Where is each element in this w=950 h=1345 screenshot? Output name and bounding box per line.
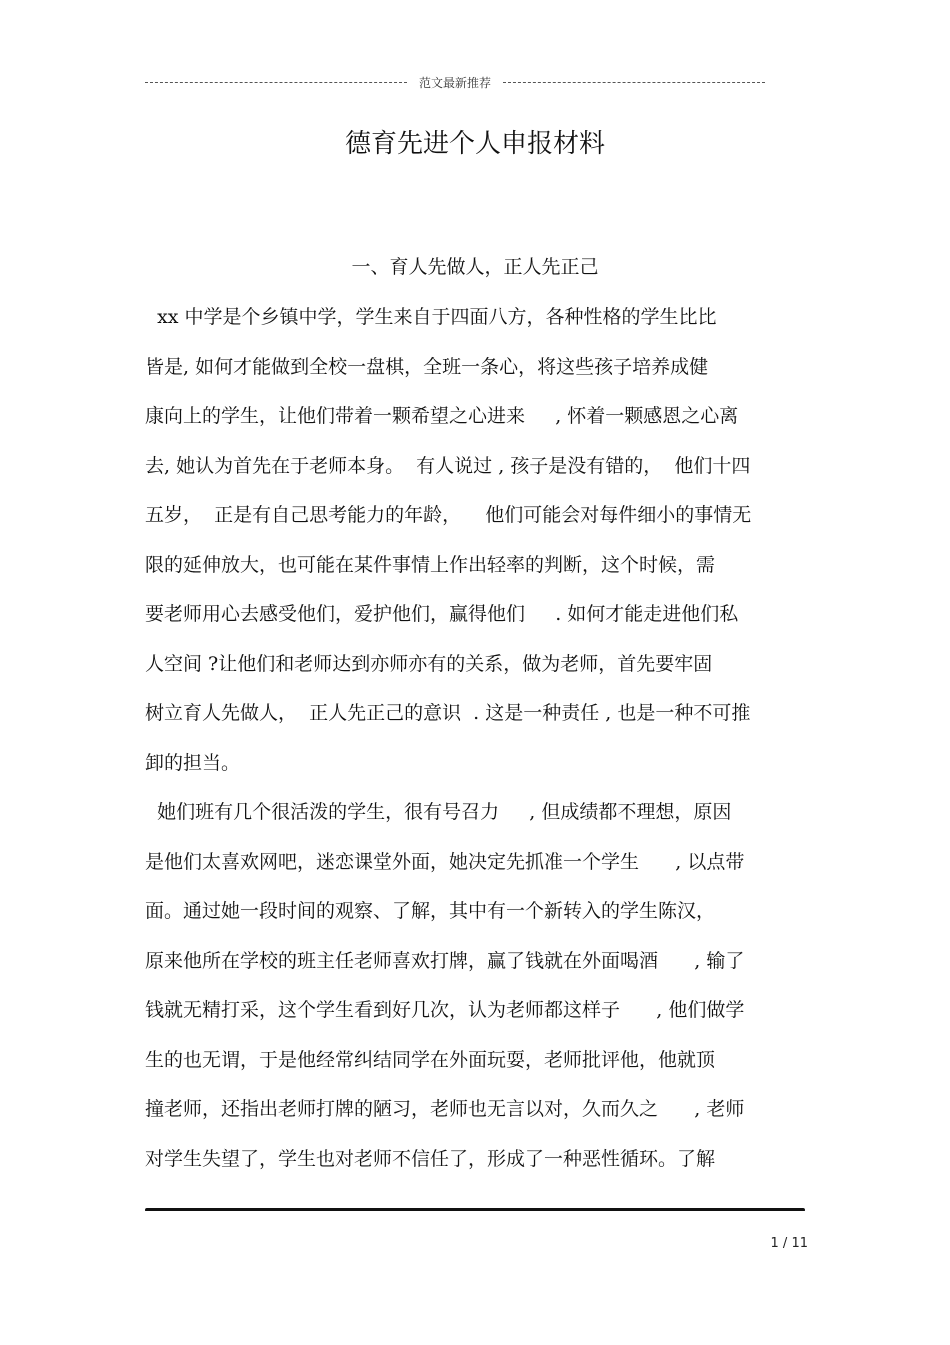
body-line: 树立育人先做人， 正人先正己的意识 . 这是一种责任 , 也是一种不可推 <box>145 702 751 724</box>
body-line: 原来他所在学校的班主任老师喜欢打牌，赢了钱就在外面喝酒 , 输了 <box>145 949 745 972</box>
body-line: 钱就无精打采，这个学生看到好几次，认为老师都这样子 , 他们做学 <box>145 999 745 1021</box>
body-line: 卸的担当。 <box>145 751 241 774</box>
body-line: 限的延伸放大，也可能在某件事情上作出轻率的判断，这个时候，需 <box>145 553 716 576</box>
body-line: 人空间 ?让他们和老师达到亦师亦有的关系，做为老师，首先要牢固 <box>145 652 713 675</box>
body-line: 皆是, 如何才能做到全校一盘棋，全班一条心，将这些孩子培养成健 <box>145 355 709 378</box>
body-line: 是他们太喜欢网吧，迷恋课堂外面，她决定先抓准一个学生 , 以点带 <box>145 850 745 873</box>
page-number: 1 / 11 <box>770 1236 808 1251</box>
body-line: 她们班有几个很活泼的学生，很有号召力 , 但成绩都不理想，原因 <box>145 801 732 823</box>
footer-rule <box>145 1208 805 1212</box>
body-line: 五岁， 正是有自己思考能力的年龄， 他们可能会对每件细小的事情无 <box>145 504 752 526</box>
body-line: 面。通过她一段时间的观察、了解，其中有一个新转入的学生陈汉， <box>145 900 716 922</box>
header-label: 范文最新推荐 <box>419 75 492 90</box>
page-header <box>145 72 765 92</box>
body-text <box>145 296 810 1187</box>
document-title: 德育先进个人申报材料 <box>344 129 605 159</box>
section-heading: 一、育人先做人，正人先正己 <box>351 256 599 278</box>
body-line: 康向上的学生，让他们带着一颗希望之心进来 , 怀着一颗感恩之心离 <box>145 405 739 427</box>
body-line: 对学生失望了，学生也对老师不信任了，形成了一种恶性循环。了解 <box>145 1147 716 1170</box>
header-dashed-rule-left <box>145 82 407 83</box>
body-line: 生的也无谓，于是他经常纠结同学在外面玩耍，老师批评他，他就顶 <box>145 1048 716 1071</box>
body-line: 去, 她认为首先在于老师本身。 有人说过 , 孩子是没有错的， 他们十四 <box>145 454 751 477</box>
body-line: 撞老师，还指出老师打牌的陋习，老师也无言以对，久而久之 , 老师 <box>145 1098 745 1120</box>
header-dashed-rule-right <box>503 82 765 83</box>
body-line: xx 中学是个乡镇中学，学生来自于四面八方，各种性格的学生比比 <box>145 306 717 328</box>
body-line: 要老师用心去感受他们，爱护他们，赢得他们 . 如何才能走进他们私 <box>145 603 739 625</box>
